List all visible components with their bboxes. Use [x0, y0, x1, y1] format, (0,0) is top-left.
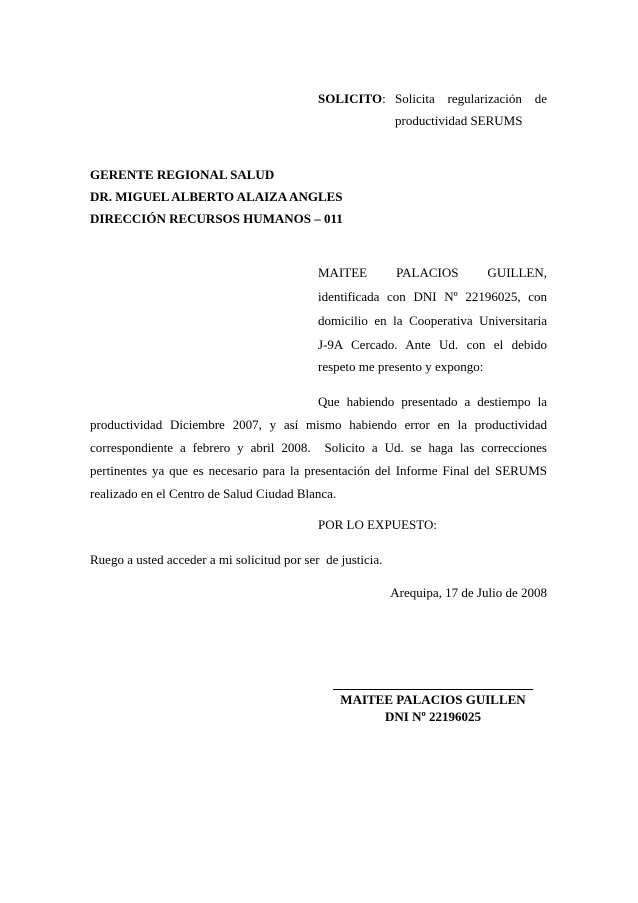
intro-line-4: J-9A Cercado. Ante Ud. con el debido — [318, 337, 547, 352]
signature-dni: DNI Nº 22196025 — [384, 709, 481, 724]
signature-name: MAITEE PALACIOS GUILLEN — [340, 692, 526, 707]
por-lo-expuesto: POR LO EXPUESTO: — [318, 517, 437, 532]
intro-line-1: MAITEE PALACIOS GUILLEN, — [318, 265, 547, 280]
subject-line-2: productividad SERUMS — [395, 113, 523, 128]
body-line-2: productividad Diciembre 2007, y así mismo habiendo error en la productividad — [90, 417, 547, 432]
body-line-3: correspondiente a febrero y abril 2008. Solicito a Ud. se haga las correcciones — [90, 440, 547, 455]
subject-label: SOLICITO — [318, 91, 383, 106]
body-line-1: Que habiendo presentado a destiempo la — [318, 394, 547, 409]
subject-line-1: Solicita regularización de — [395, 91, 547, 106]
signature-line — [333, 689, 533, 690]
intro-line-3: domicilio en la Cooperativa Universitaria — [318, 313, 547, 328]
body-line-5: realizado en el Centro de Salud Ciudad Blanca. — [90, 486, 337, 501]
subject-block — [318, 88, 386, 110]
subject-colon: : — [382, 91, 386, 106]
ruego-line: Ruego a usted acceder a mi solicitud por ser de justicia. — [90, 552, 383, 567]
addressee-line-1: GERENTE REGIONAL SALUD — [90, 167, 275, 182]
body-line-4: pertinentes ya que es necesario para la presentación del Informe Final del SERUMS — [90, 463, 547, 478]
date-line: Arequipa, 17 de Julio de 2008 — [390, 585, 547, 600]
intro-line-2: identificada con DNI Nº 22196025, con — [318, 289, 547, 304]
addressee-line-2: DR. MIGUEL ALBERTO ALAIZA ANGLES — [90, 189, 343, 204]
intro-line-5: respeto me presento y expongo: — [318, 359, 484, 374]
addressee-line-3: DIRECCIÓN RECURSOS HUMANOS – 011 — [90, 211, 343, 226]
